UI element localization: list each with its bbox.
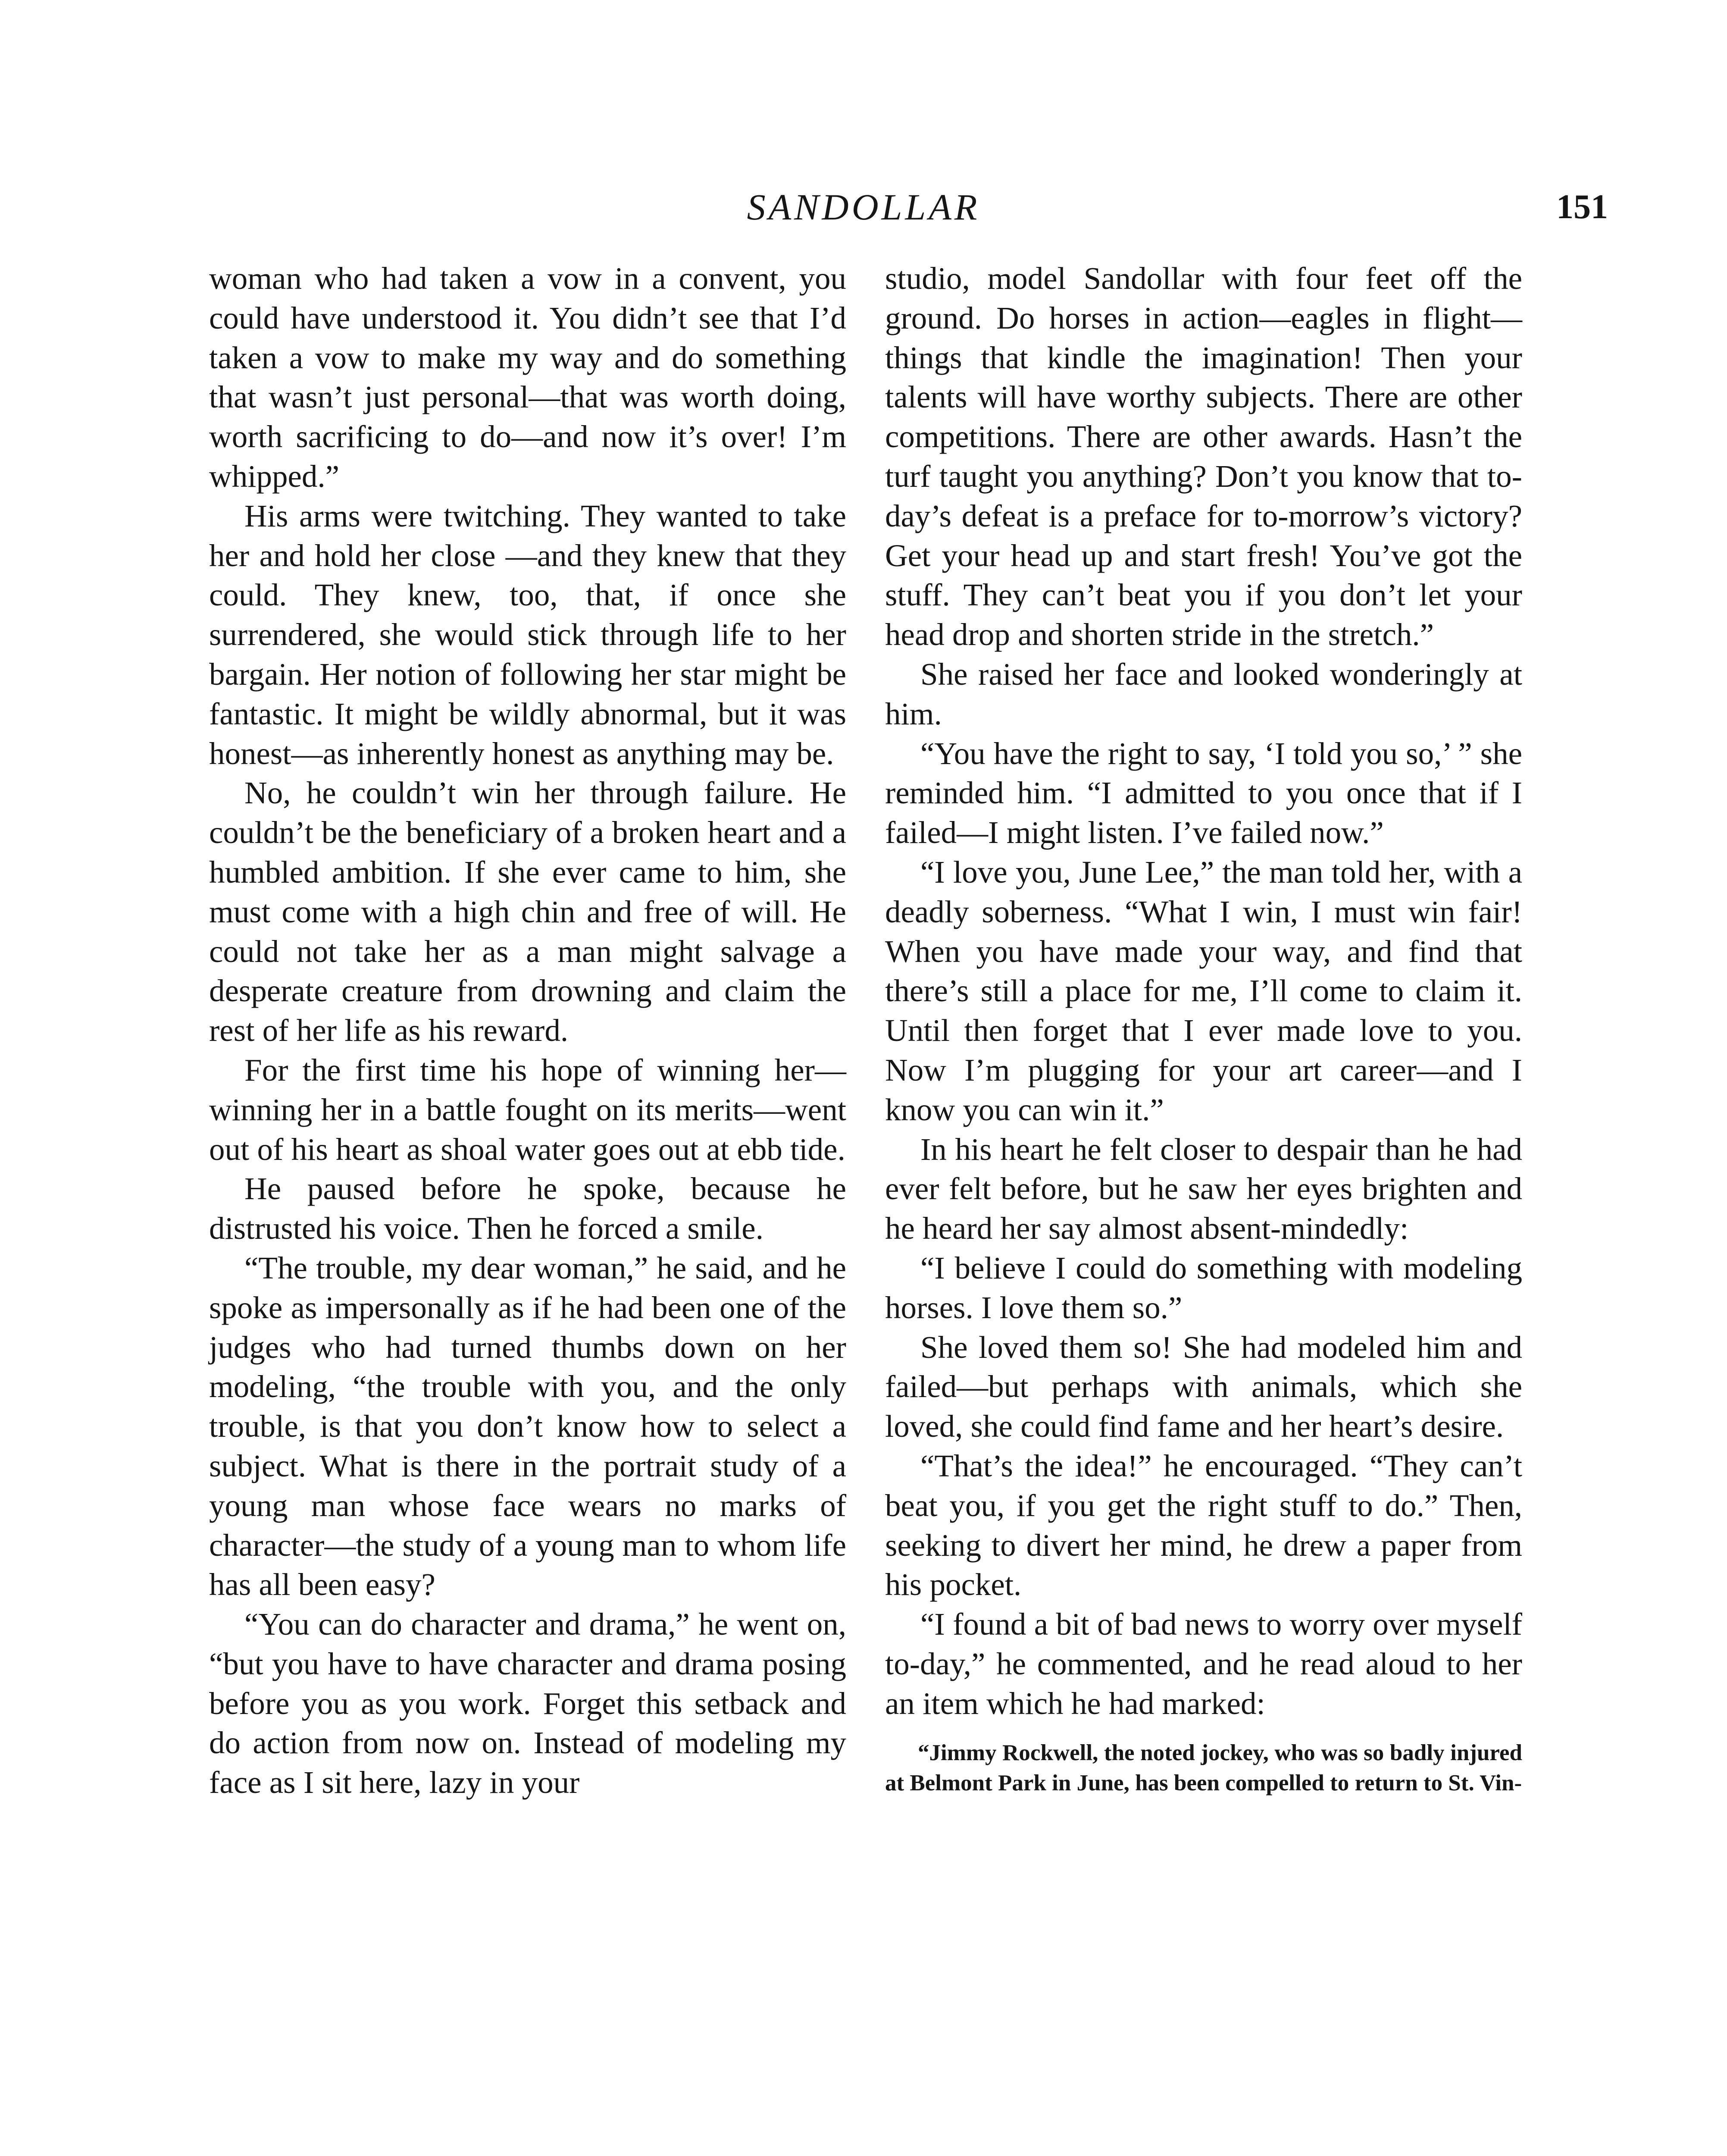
paragraph: “The trouble, my dear woman,” he said, and he spoke as impersonally as if he had been one of the judges who had turned thumbs down on her modeling, “the trouble with you, and the only trouble, is that you don’t know how to select a subject. What is there in the portrait study of a young man whose face wears no marks of character—the study of a young man to whom life has all been easy? xyxy=(209,1250,846,1602)
paragraph: He paused before he spoke, because he distrusted his voice. Then he forced a smile. xyxy=(209,1171,846,1246)
running-head xyxy=(0,181,1727,233)
news-item-quote: “Jimmy Rockwell, the noted jockey, who was so badly injured at Belmont Park in June, has been compelled to return to St. Vin- xyxy=(885,1740,1522,1796)
paragraph: “I found a bit of bad news to worry over myself to-day,” he commented, and he read aloud to her an item which he had marked: xyxy=(885,1607,1522,1721)
paragraph: “You have the right to say, ‘I told you so,’ ” she reminded him. “I admitted to you once that if I failed—I might listen. I’ve failed now.” xyxy=(885,736,1522,850)
left-text-column xyxy=(209,259,846,1802)
paragraph: She loved them so! She had modeled him and failed—but perhaps with animals, which she loved, she could find fame and her heart’s desire. xyxy=(885,1329,1522,1444)
right-text-column xyxy=(885,259,1522,1798)
page-number: 151 xyxy=(1556,188,1608,226)
paragraph: For the first time his hope of winning her—winning her in a battle fought on its merits—went out of his heart as shoal water goes out at ebb tide. xyxy=(209,1052,846,1167)
paragraph: “I believe I could do something with modeling horses. I love them so.” xyxy=(885,1250,1522,1325)
paragraph: His arms were twitching. They wanted to take her and hold her close —and they knew that they could. They knew, too, that, if once she surrendered, she would stick through life to her bargain. Her notion of following her star might be fantastic. It might be wildly abnormal, but it was honest—as inherently honest as anything may be. xyxy=(209,498,846,771)
paragraph: No, he couldn’t win her through failure. He couldn’t be the beneficiary of a broken heart and a humbled ambition. If she ever came to him, she must come with a high chin and free of will. He could not take her as a man might salvage a desperate creature from drowning and claim the rest of her life as his reward. xyxy=(209,775,846,1048)
paragraph: “You can do character and drama,” he went on, “but you have to have character and drama posing before you as you work. Forget this setback and do action from now on. Instead of modeling my face as I sit here, lazy in your xyxy=(209,1607,846,1800)
paragraph: “I love you, June Lee,” the man told her, with a deadly soberness. “What I win, I must win fair! When you have made your way, and find that there’s still a place for me, I’ll come to claim it. Until then forget that I ever made love to you. Now I’m plugging for your art career—and I know you can win it.” xyxy=(885,854,1522,1127)
paragraph: studio, model Sandollar with four feet off the ground. Do horses in action—eagles in flight—things that kindle the imagination! Then your talents will have worthy subjects. There are other competitions. There are other awards. Hasn’t the turf taught you anything? Don’t you know that to-day’s defeat is a preface for to-morrow’s victory? Get your head up and start fresh! You’ve got the stuff. They can’t beat you if you don’t let your head drop and shorten stride in the stretch.” xyxy=(885,261,1522,652)
paragraph: woman who had taken a vow in a convent, you could have understood it. You didn’t see that I’d taken a vow to make my way and do something that wasn’t just personal—that was worth doing, worth sacrificing to do—and now it’s over! I’m whipped.” xyxy=(209,261,846,494)
paragraph: In his heart he felt closer to despair than he had ever felt before, but he saw her eyes brighten and he heard her say almost absent-mindedly: xyxy=(885,1131,1522,1246)
paragraph: She raised her face and looked wonderingly at him. xyxy=(885,656,1522,731)
running-title: SANDOLLAR xyxy=(747,186,980,228)
paragraph: “That’s the idea!” he encouraged. “They can’t beat you, if you get the right stuff to do.” Then, seeking to divert her mind, he drew a paper from his pocket. xyxy=(885,1448,1522,1602)
